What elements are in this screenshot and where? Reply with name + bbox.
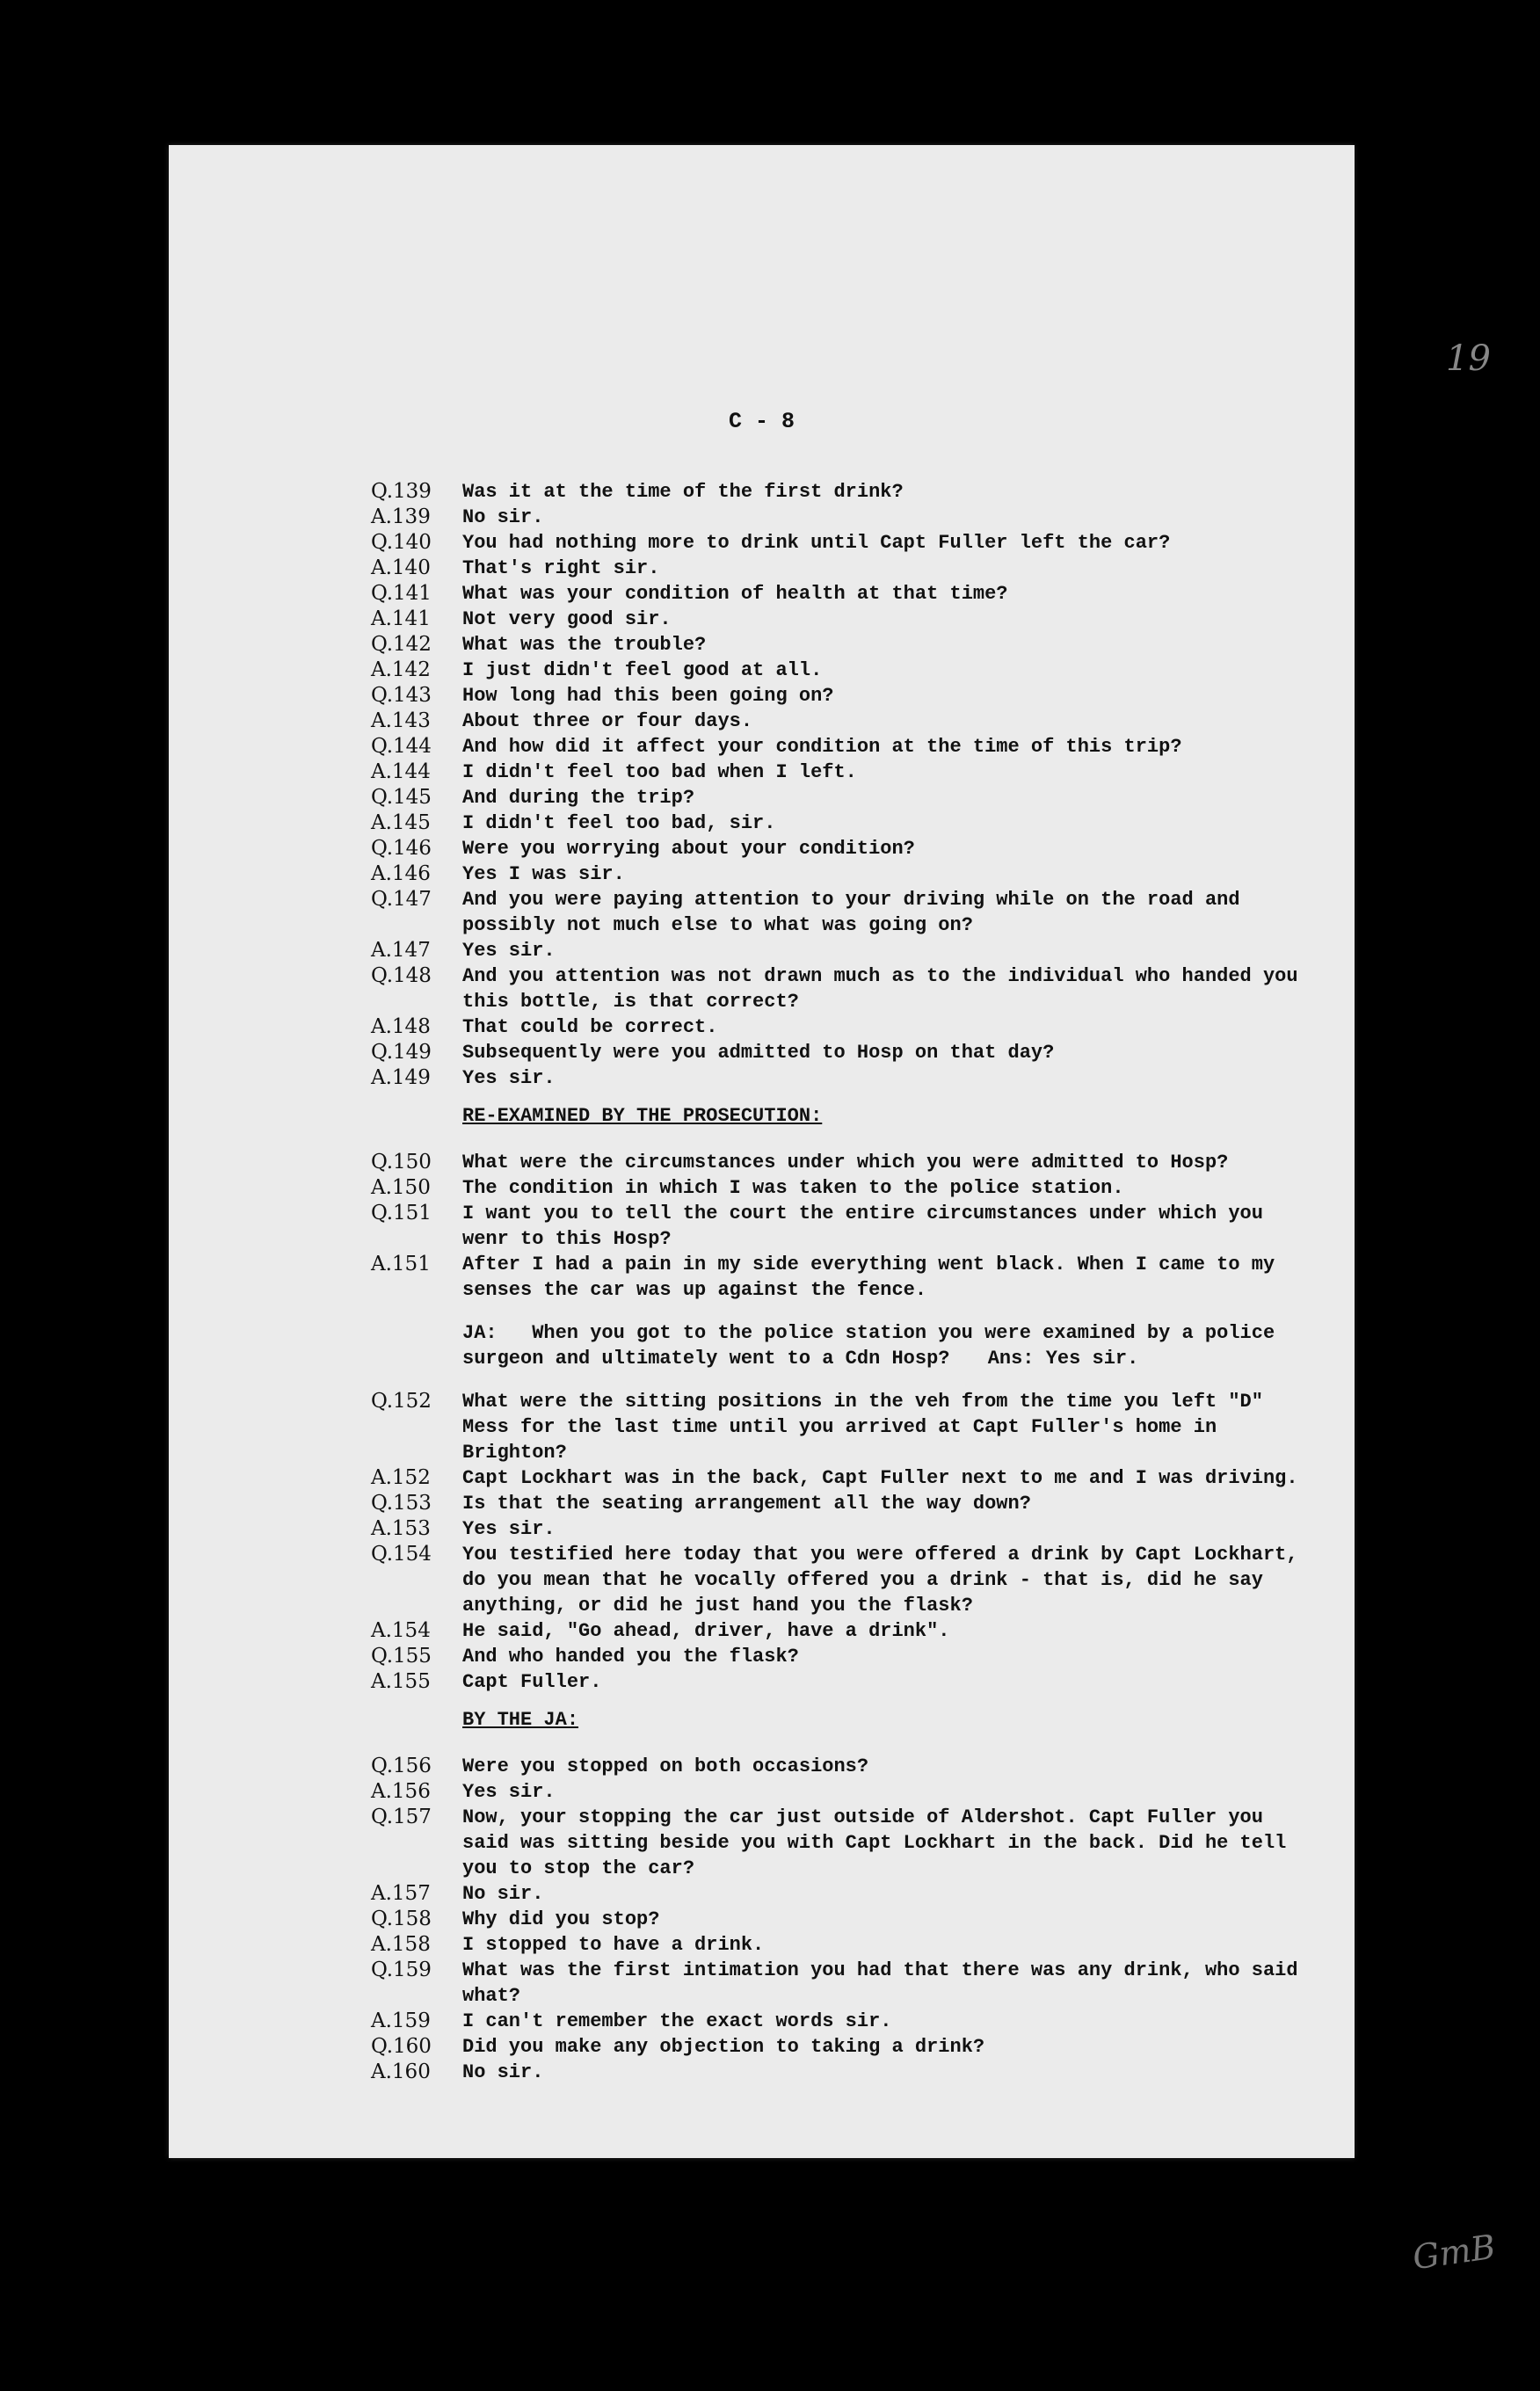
line-number: Q.159 xyxy=(371,1959,432,1981)
page-number-annotation: 19 xyxy=(1446,338,1491,379)
transcript-line xyxy=(169,1932,1355,1958)
transcript-line xyxy=(169,785,1355,810)
transcript-line xyxy=(169,1754,1355,1779)
reexamination-block xyxy=(169,1150,1355,1303)
ja-note-answer: Ans: Yes sir. xyxy=(987,1348,1139,1370)
line-number: A.156 xyxy=(371,1780,431,1803)
line-number: Q.144 xyxy=(371,735,432,758)
line-number: Q.147 xyxy=(371,888,432,911)
line-number: A.159 xyxy=(371,2009,431,2032)
line-text: No sir. xyxy=(462,2061,544,2083)
transcript-line xyxy=(169,1618,1355,1644)
transcript-line xyxy=(169,1201,1355,1252)
line-text: And how did it affect your condition at the time of this trip? xyxy=(462,736,1182,758)
section-heading-reexamination: RE-EXAMINED BY THE PROSECUTION: xyxy=(462,1105,823,1127)
line-text: What were the circumstances under which you were admitted to Hosp? xyxy=(462,1152,1229,1174)
line-number: A.153 xyxy=(371,1517,431,1540)
transcript-body xyxy=(169,479,1355,2085)
transcript-line xyxy=(169,632,1355,658)
transcript-line xyxy=(169,1065,1355,1091)
transcript-line xyxy=(169,759,1355,785)
line-text: Not very good sir. xyxy=(462,608,672,630)
transcript-line xyxy=(169,1150,1355,1175)
line-number: Q.150 xyxy=(371,1151,432,1174)
line-text: Were you worrying about your condition? xyxy=(462,838,915,860)
transcript-line xyxy=(169,1040,1355,1065)
transcript-line xyxy=(169,1644,1355,1669)
transcript-line xyxy=(169,1175,1355,1201)
transcript-line xyxy=(169,861,1355,887)
line-text: I just didn't feel good at all. xyxy=(462,659,823,681)
line-number: Q.160 xyxy=(371,2035,432,2058)
section-heading-by-ja: BY THE JA: xyxy=(462,1709,579,1731)
line-text: That could be correct. xyxy=(462,1016,718,1038)
line-number: A.160 xyxy=(371,2060,431,2083)
transcript-line xyxy=(169,581,1355,607)
transcript-line xyxy=(169,1881,1355,1907)
line-text: Did you make any objection to taking a drink? xyxy=(462,2036,985,2058)
line-text: About three or four days. xyxy=(462,710,753,732)
transcript-line xyxy=(169,1669,1355,1695)
line-number: A.152 xyxy=(371,1466,431,1489)
line-text: And during the trip? xyxy=(462,787,695,809)
line-number: A.147 xyxy=(371,939,431,962)
line-number: Q.142 xyxy=(371,633,432,656)
transcript-line xyxy=(169,836,1355,861)
line-number: Q.140 xyxy=(371,531,432,554)
line-number: Q.148 xyxy=(371,964,432,987)
line-text: And who handed you the flask? xyxy=(462,1646,799,1668)
line-text: Capt Lockhart was in the back, Capt Fuller next to me and I was driving. xyxy=(462,1467,1298,1489)
transcript-line xyxy=(169,683,1355,709)
line-text: Were you stopped on both occasions? xyxy=(462,1755,869,1777)
line-number: A.145 xyxy=(371,811,431,834)
line-number: Q.156 xyxy=(371,1755,432,1777)
transcript-line xyxy=(169,938,1355,963)
line-text: Why did you stop? xyxy=(462,1908,660,1930)
line-number: Q.139 xyxy=(371,480,432,503)
line-number: Q.145 xyxy=(371,786,432,809)
transcript-line xyxy=(169,1907,1355,1932)
line-number: A.141 xyxy=(371,607,431,630)
line-text: Yes sir. xyxy=(462,940,556,962)
line-text: No sir. xyxy=(462,1883,544,1905)
line-text: How long had this been going on? xyxy=(462,685,834,707)
line-number: Q.152 xyxy=(371,1390,432,1413)
line-number: A.142 xyxy=(371,658,431,681)
line-number: Q.157 xyxy=(371,1806,432,1828)
line-number: A.158 xyxy=(371,1933,431,1956)
handwritten-initials: GmB xyxy=(1410,2227,1498,2278)
line-text: Yes sir. xyxy=(462,1067,556,1089)
transcript-line xyxy=(169,734,1355,759)
line-number: Q.158 xyxy=(371,1908,432,1930)
line-number: A.139 xyxy=(371,505,431,528)
line-text: I didn't feel too bad when I left. xyxy=(462,761,857,783)
transcript-line xyxy=(169,1958,1355,2009)
line-number: A.150 xyxy=(371,1176,431,1199)
line-number: A.155 xyxy=(371,1670,431,1693)
transcript-line xyxy=(169,607,1355,632)
line-text: Yes I was sir. xyxy=(462,863,625,885)
page-identifier: C - 8 xyxy=(728,409,795,434)
line-text: And you were paying attention to your driving while on the road and possibly not much else to what was going on? xyxy=(462,889,1240,936)
transcript-line xyxy=(169,887,1355,938)
line-number: A.144 xyxy=(371,760,431,783)
line-number: A.140 xyxy=(371,556,431,579)
line-text: You testified here today that you were offered a drink by Capt Lockhart, do you mean that he vocally offered you a drink - that is, did he say anything, or did he just hand you the flask? xyxy=(462,1544,1298,1617)
transcript-line xyxy=(169,2034,1355,2060)
line-text: Yes sir. xyxy=(462,1781,556,1803)
line-text: Subsequently were you admitted to Hosp on that day? xyxy=(462,1042,1055,1064)
line-number: Q.155 xyxy=(371,1645,432,1668)
ja-note xyxy=(462,1303,1355,1389)
transcript-line xyxy=(169,1252,1355,1303)
ja-note-text: When you got to the police station you were examined by a police surgeon and ultimately went to a Cdn Hosp? xyxy=(462,1322,1275,1370)
line-text: I stopped to have a drink. xyxy=(462,1934,765,1956)
line-number: A.157 xyxy=(371,1882,431,1905)
line-text: I didn't feel too bad, sir. xyxy=(462,812,776,834)
transcript-line xyxy=(169,1779,1355,1805)
line-text: He said, "Go ahead, driver, have a drink". xyxy=(462,1620,950,1642)
line-number: Q.141 xyxy=(371,582,432,605)
line-text: After I had a pain in my side everything went black. When I came to my senses the car was up against the fence. xyxy=(462,1254,1275,1301)
line-number: Q.143 xyxy=(371,684,432,707)
line-text: I can't remember the exact words sir. xyxy=(462,2010,892,2032)
ja-examination-block xyxy=(169,1754,1355,2085)
ja-note-lead: JA: xyxy=(462,1322,498,1344)
line-text: You had nothing more to drink until Capt Fuller left the car? xyxy=(462,532,1171,554)
line-number: A.154 xyxy=(371,1619,431,1642)
line-number: Q.153 xyxy=(371,1492,432,1515)
line-text: What was the trouble? xyxy=(462,634,707,656)
transcript-line xyxy=(169,1516,1355,1542)
transcript-line xyxy=(169,963,1355,1014)
line-text: The condition in which I was taken to the police station. xyxy=(462,1177,1124,1199)
document-page xyxy=(169,145,1498,2278)
transcript-line xyxy=(169,505,1355,530)
cross-examination-block xyxy=(169,479,1355,1091)
transcript-line xyxy=(169,709,1355,734)
transcript-line xyxy=(169,556,1355,581)
transcript-line xyxy=(169,1465,1355,1491)
line-text: What was the first intimation you had that there was any drink, who said what? xyxy=(462,1959,1298,2007)
transcript-line xyxy=(169,1389,1355,1465)
line-text: What was your condition of health at that time? xyxy=(462,583,1008,605)
line-number: A.143 xyxy=(371,709,431,732)
transcript-line xyxy=(169,1542,1355,1618)
line-text: I want you to tell the court the entire circumstances under which you wenr to this Hosp? xyxy=(462,1203,1263,1250)
line-number: A.149 xyxy=(371,1066,431,1089)
line-number: A.146 xyxy=(371,862,431,885)
line-text: Now, your stopping the car just outside of Aldershot. Capt Fuller you said was sitting beside you with Capt Lockhart in the back. Did he tell you to stop the car? xyxy=(462,1806,1287,1879)
transcript-line xyxy=(169,1491,1355,1516)
reexamination-block-continued xyxy=(169,1389,1355,1695)
line-text: Is that the seating arrangement all the way down? xyxy=(462,1493,1031,1515)
transcript-line xyxy=(169,2060,1355,2085)
transcript-line xyxy=(169,1805,1355,1881)
transcript-line xyxy=(169,479,1355,505)
line-text: What were the sitting positions in the veh from the time you left "D" Mess for the last time until you arrived at Capt Fuller's home in Brighton? xyxy=(462,1391,1263,1464)
line-number: A.151 xyxy=(371,1253,431,1275)
line-text: Was it at the time of the first drink? xyxy=(462,481,904,503)
transcript-line xyxy=(169,530,1355,556)
line-number: Q.154 xyxy=(371,1543,432,1566)
transcript-line xyxy=(169,2009,1355,2034)
transcript-line xyxy=(169,1014,1355,1040)
transcript-line xyxy=(169,810,1355,836)
line-text: Yes sir. xyxy=(462,1518,556,1540)
line-text: That's right sir. xyxy=(462,557,660,579)
line-number: Q.151 xyxy=(371,1202,432,1225)
line-text: No sir. xyxy=(462,506,544,528)
line-text: And you attention was not drawn much as to the individual who handed you this bottle, is that correct? xyxy=(462,965,1298,1013)
line-number: Q.146 xyxy=(371,837,432,860)
line-number: A.148 xyxy=(371,1015,431,1038)
line-number: Q.149 xyxy=(371,1041,432,1064)
transcript-line xyxy=(169,658,1355,683)
line-text: Capt Fuller. xyxy=(462,1671,602,1693)
